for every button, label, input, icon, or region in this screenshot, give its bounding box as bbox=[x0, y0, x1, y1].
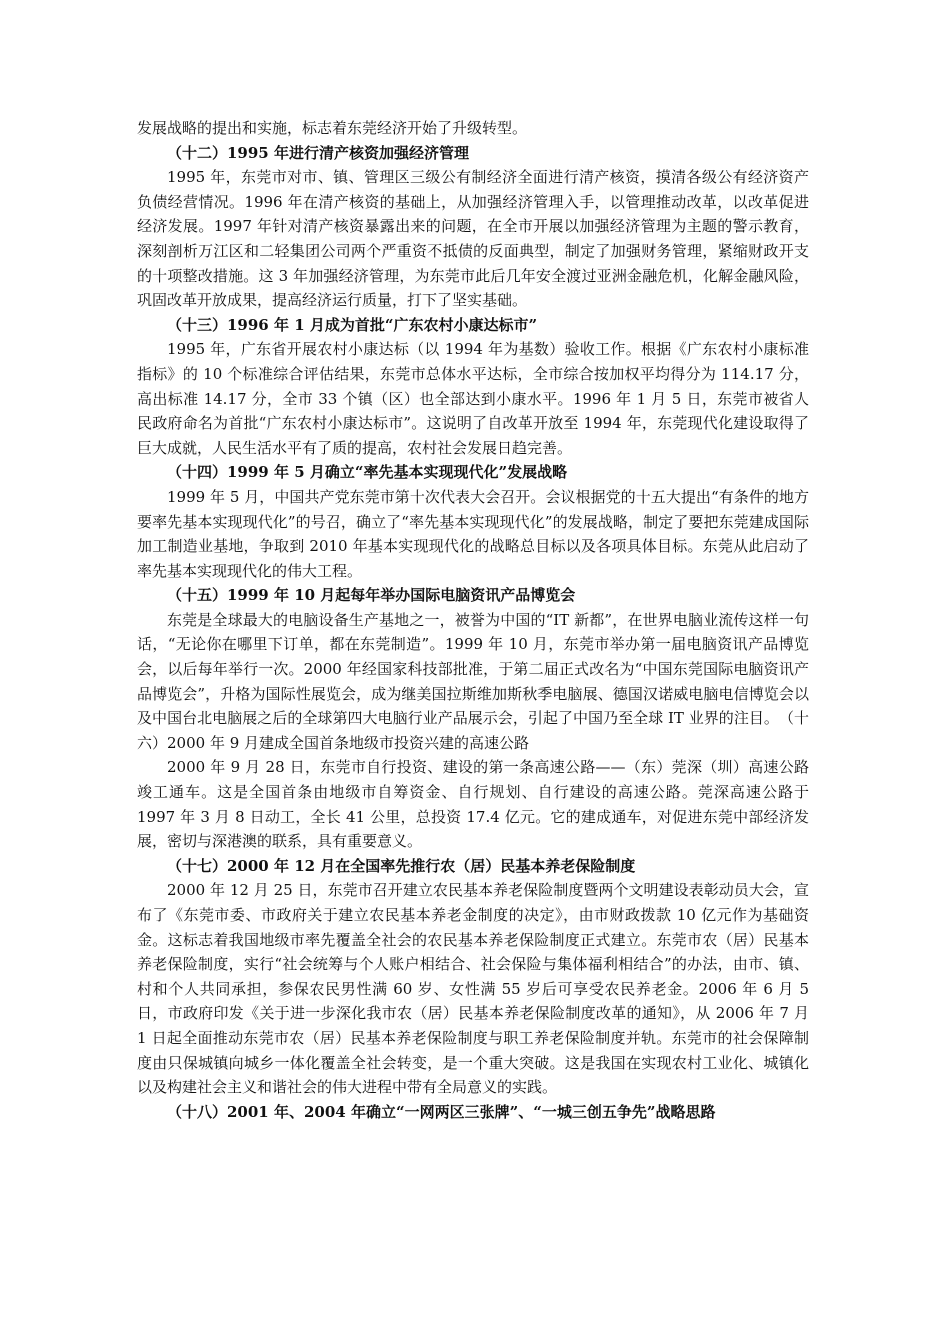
heading-text: （十七）2000 年 12 月在全国率先推行农（居）民基本养老保险制度 bbox=[167, 856, 636, 875]
heading-text: （十四）1999 年 5 月确立“率先基本实现现代化”发展战略 bbox=[167, 463, 568, 482]
document-page bbox=[137, 116, 809, 1124]
paragraph: 1995 年，东莞市对市、镇、管理区三级公有制经济全面进行清产核资，摸清各级公有经济资产负债经营情况。1996 年在清产核资的基础上，从加强经济管理入手，以管理推动改革，以改革促进经济发展。1997 年针对清产核资暴露出来的问题，在全市开展以加强经济管理为主题的警示教育，深刻剖析万江区和二轻集团公司两个严重资不抵债的反面典型，制定了加强财务管理，紧缩财政开支的十项整改措施。这 3 年加强经济管理，为东莞市此后几年安全渡过亚洲金融危机，化解金融风险，巩固改革开放成果，提高经济运行质量，打下了坚实基础。 bbox=[137, 168, 809, 310]
section-heading-12 bbox=[137, 141, 809, 166]
heading-text: （十三）1996 年 1 月成为首批“广东农村小康达标市” bbox=[167, 315, 538, 334]
section-heading-15 bbox=[137, 583, 809, 608]
paragraph: 2000 年 9 月 28 日，东莞市自行投资、建设的第一条高速公路——（东）莞深（圳）高速公路竣工通车。这是全国首条由地级市自筹资金、自行规划、自行建设的高速公路。莞深高速公路于 1997 年 3 月 8 日动工，全长 41 公里，总投资 17.4 亿元。它的建成通车，对促进东莞中部经济发展，密切与深港澳的联系，具有重要意义。 bbox=[137, 758, 809, 851]
paragraph: 2000 年 12 月 25 日，东莞市召开建立农民基本养老保险制度暨两个文明建设表彰动员大会，宣布了《东莞市委、市政府关于建立农民基本养老金制度的决定》，由市财政拨款 10 亿元作为基础资金。这标志着我国地级市率先覆盖全社会的农民基本养老保险制度正式建立。东莞市农（居）民基本养老保险制度，实行“社会统筹与个人账户相结合、社会保险与集体福利相结合”的办法，由市、镇、村和个人共同承担，参保农民男性满 60 岁、女性满 55 岁后可享受农民养老金。2006 年 6 月 5 日，市政府印发《关于进一步深化我市农（居）民基本养老保险制度改革的通知》，从 2006 年 7 月 1 日起全面推动东莞市农（居）民基本养老保险制度与职工养老保险制度并轨。东莞市的社会保障制度由只保城镇向城乡一体化覆盖全社会转变，是一个重大突破。这是我国在实现农村工业化、城镇化以及构建社会主义和谐社会的伟大进程中带有全局意义的实践。 bbox=[137, 881, 809, 1097]
paragraph: 1995 年，广东省开展农村小康达标（以 1994 年为基数）验收工作。根据《广东农村小康标准指标》的 10 个标准综合评估结果，东莞市总体水平达标，全市综合按加权平均得分为 114.17 分，高出标准 14.17 分，全市 33 个镇（区）也全部达到小康水平。1996 年 1 月 5 日，东莞市被省人民政府命名为首批“广东农村小康达标市”。这说明了自改革开放至 1994 年，东莞现代化建设取得了巨大成就，人民生活水平有了质的提高，农村社会发展日趋完善。 bbox=[137, 340, 809, 457]
paragraph-with-inline-heading-16: 东莞是全球最大的电脑设备生产基地之一，被誉为中国的“IT 新都”，在世界电脑业流传这样一句话，“无论你在哪里下订单，都在东莞制造”。1999 年 10 月，东莞市举办第一届电脑资讯产品博览会，以后每年举行一次。2000 年经国家科技部批准，于第二届正式改名为“中国东莞国际电脑资讯产品博览会”，升格为国际性展览会，成为继美国拉斯维加斯秋季电脑展、德国汉诺威电脑电信博览会以及中国台北电脑展之后的全球第四大电脑行业产品展示会，引起了中国乃至全球 IT 业界的注目。 （十六）2000 年 9 月建成全国首条地级市投资兴建的高速公路 bbox=[137, 610, 809, 752]
section-heading-18 bbox=[137, 1100, 809, 1125]
section-heading-14 bbox=[137, 460, 809, 485]
heading-text: （十五）1999 年 10 月起每年举办国际电脑资讯产品博览会 bbox=[167, 586, 576, 605]
paragraph: 1999 年 5 月，中国共产党东莞市第十次代表大会召开。会议根据党的十五大提出“有条件的地方要率先基本实现现代化”的号召，确立了“率先基本实现现代化”的发展战略，制定了要把东莞建成国际加工制造业基地，争取到 2010 年基本实现现代化的战略总目标以及各项具体目标。东莞从此启动了率先基本实现现代化的伟大工程。 bbox=[137, 487, 809, 580]
heading-text: （十二）1995 年进行清产核资加强经济管理 bbox=[167, 143, 469, 162]
heading-text: （十八）2001 年、2004 年确立“一网两区三张牌”、“一城三创五争先”战略思路 bbox=[167, 1102, 716, 1121]
section-heading-17 bbox=[137, 854, 809, 879]
section-heading-13 bbox=[137, 313, 809, 338]
paragraph-continuation: 发展战略的提出和实施，标志着东莞经济开始了升级转型。 bbox=[137, 119, 528, 137]
